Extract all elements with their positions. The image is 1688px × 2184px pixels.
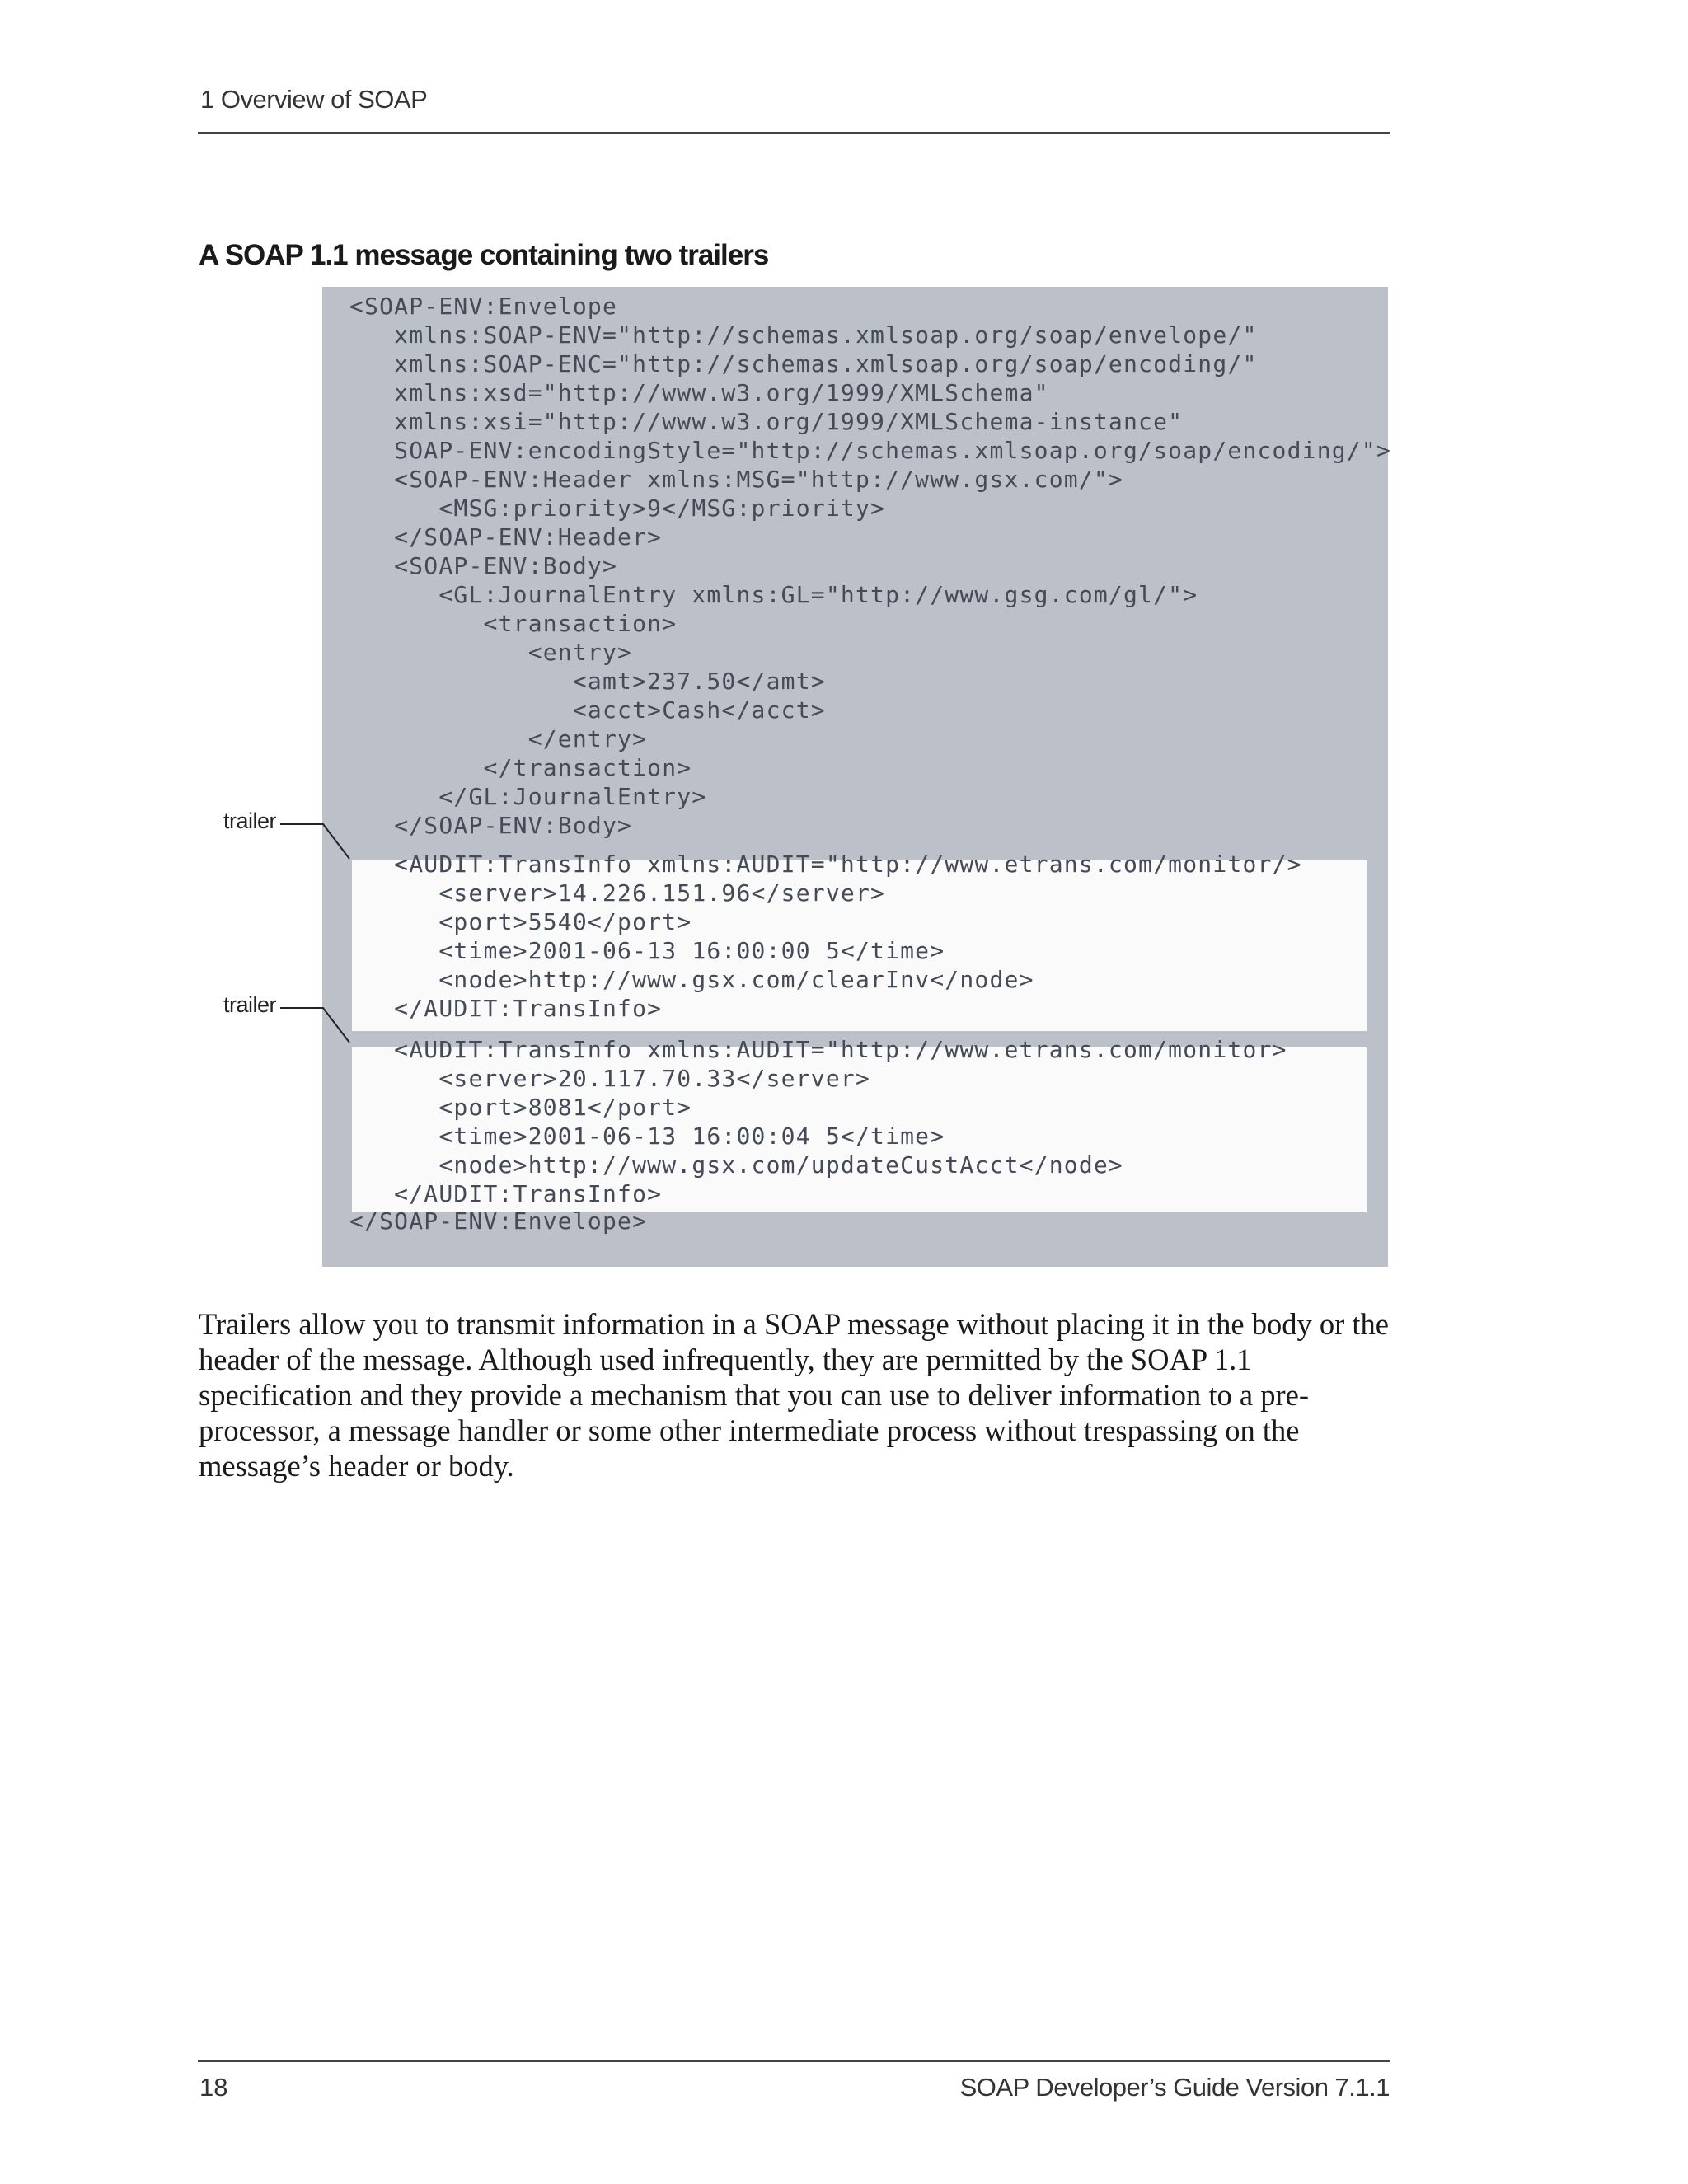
code-line: <node>http://www.gsx.com/updateCustAcct</node>: [349, 1151, 1123, 1179]
code-line: xmlns:SOAP-ENC="http://schemas.xmlsoap.org/soap/encoding/": [349, 350, 1258, 377]
code-line: <amt>237.50</amt>: [349, 668, 826, 695]
code-line: <port>8081</port>: [349, 1094, 692, 1121]
code-line: <acct>Cash</acct>: [349, 696, 826, 724]
running-header: 1 Overview of SOAP: [200, 85, 428, 114]
page-number: 18: [199, 2073, 228, 2102]
footer-rule: [198, 2060, 1390, 2062]
code-line: </AUDIT:TransInfo>: [349, 1180, 663, 1207]
code-line: </transaction>: [349, 754, 692, 781]
figure-title: A SOAP 1.1 message containing two trailers: [199, 239, 769, 271]
code-line: </SOAP-ENV:Envelope>: [349, 1207, 648, 1235]
code-line: <server>20.117.70.33</server>: [349, 1065, 871, 1092]
code-line: </AUDIT:TransInfo>: [349, 995, 663, 1022]
code-line: xmlns:SOAP-ENV="http://schemas.xmlsoap.org/soap/envelope/": [349, 321, 1258, 349]
code-line: <SOAP-ENV:Envelope: [349, 293, 618, 320]
code-line: <GL:JournalEntry xmlns:GL="http://www.gsg.com/gl/">: [349, 581, 1198, 608]
code-line: <AUDIT:TransInfo xmlns:AUDIT="http://www.etrans.com/monitor>: [349, 1036, 1287, 1063]
code-line: <transaction>: [349, 610, 678, 637]
code-line: </SOAP-ENV:Header>: [349, 523, 663, 551]
code-line: <node>http://www.gsx.com/clearInv</node>: [349, 966, 1034, 993]
code-line: </GL:JournalEntry>: [349, 783, 707, 810]
header-rule: [198, 132, 1390, 134]
code-line: <time>2001-06-13 16:00:00 5</time>: [349, 937, 945, 964]
code-line: </entry>: [349, 725, 648, 752]
code-line: <SOAP-ENV:Body>: [349, 552, 618, 579]
code-line: <entry>: [349, 639, 633, 666]
code-line: <time>2001-06-13 16:00:04 5</time>: [349, 1122, 945, 1150]
body-paragraph: Trailers allow you to transmit information in a SOAP message without placing it in the body or the header of the message. Although used infrequently, they are permitted by the SOAP 1.1 specification and they provide a mechanism that you can use to deliver information to a pre-processor, a message handler or some other intermediate process without trespassing on the message’s header or body.: [199, 1307, 1389, 1483]
code-line: <server>14.226.151.96</server>: [349, 879, 886, 907]
trailer-callout-label-2: trailer: [223, 992, 277, 1017]
code-line: <AUDIT:TransInfo xmlns:AUDIT="http://www.etrans.com/monitor/>: [349, 851, 1302, 878]
trailer-callout-label-1: trailer: [223, 808, 277, 833]
code-line: <SOAP-ENV:Header xmlns:MSG="http://www.gsx.com/">: [349, 466, 1123, 493]
code-line: xmlns:xsi="http://www.w3.org/1999/XMLSchema-instance": [349, 408, 1184, 435]
code-line: <MSG:priority>9</MSG:priority>: [349, 494, 886, 522]
footer-guide-title: SOAP Developer’s Guide Version 7.1.1: [959, 2073, 1390, 2102]
code-line: </SOAP-ENV:Body>: [349, 812, 633, 839]
code-line: <port>5540</port>: [349, 908, 692, 935]
code-line: SOAP-ENV:encodingStyle="http://schemas.xmlsoap.org/soap/encoding/">: [349, 437, 1392, 464]
code-line: xmlns:xsd="http://www.w3.org/1999/XMLSchema": [349, 379, 1049, 406]
